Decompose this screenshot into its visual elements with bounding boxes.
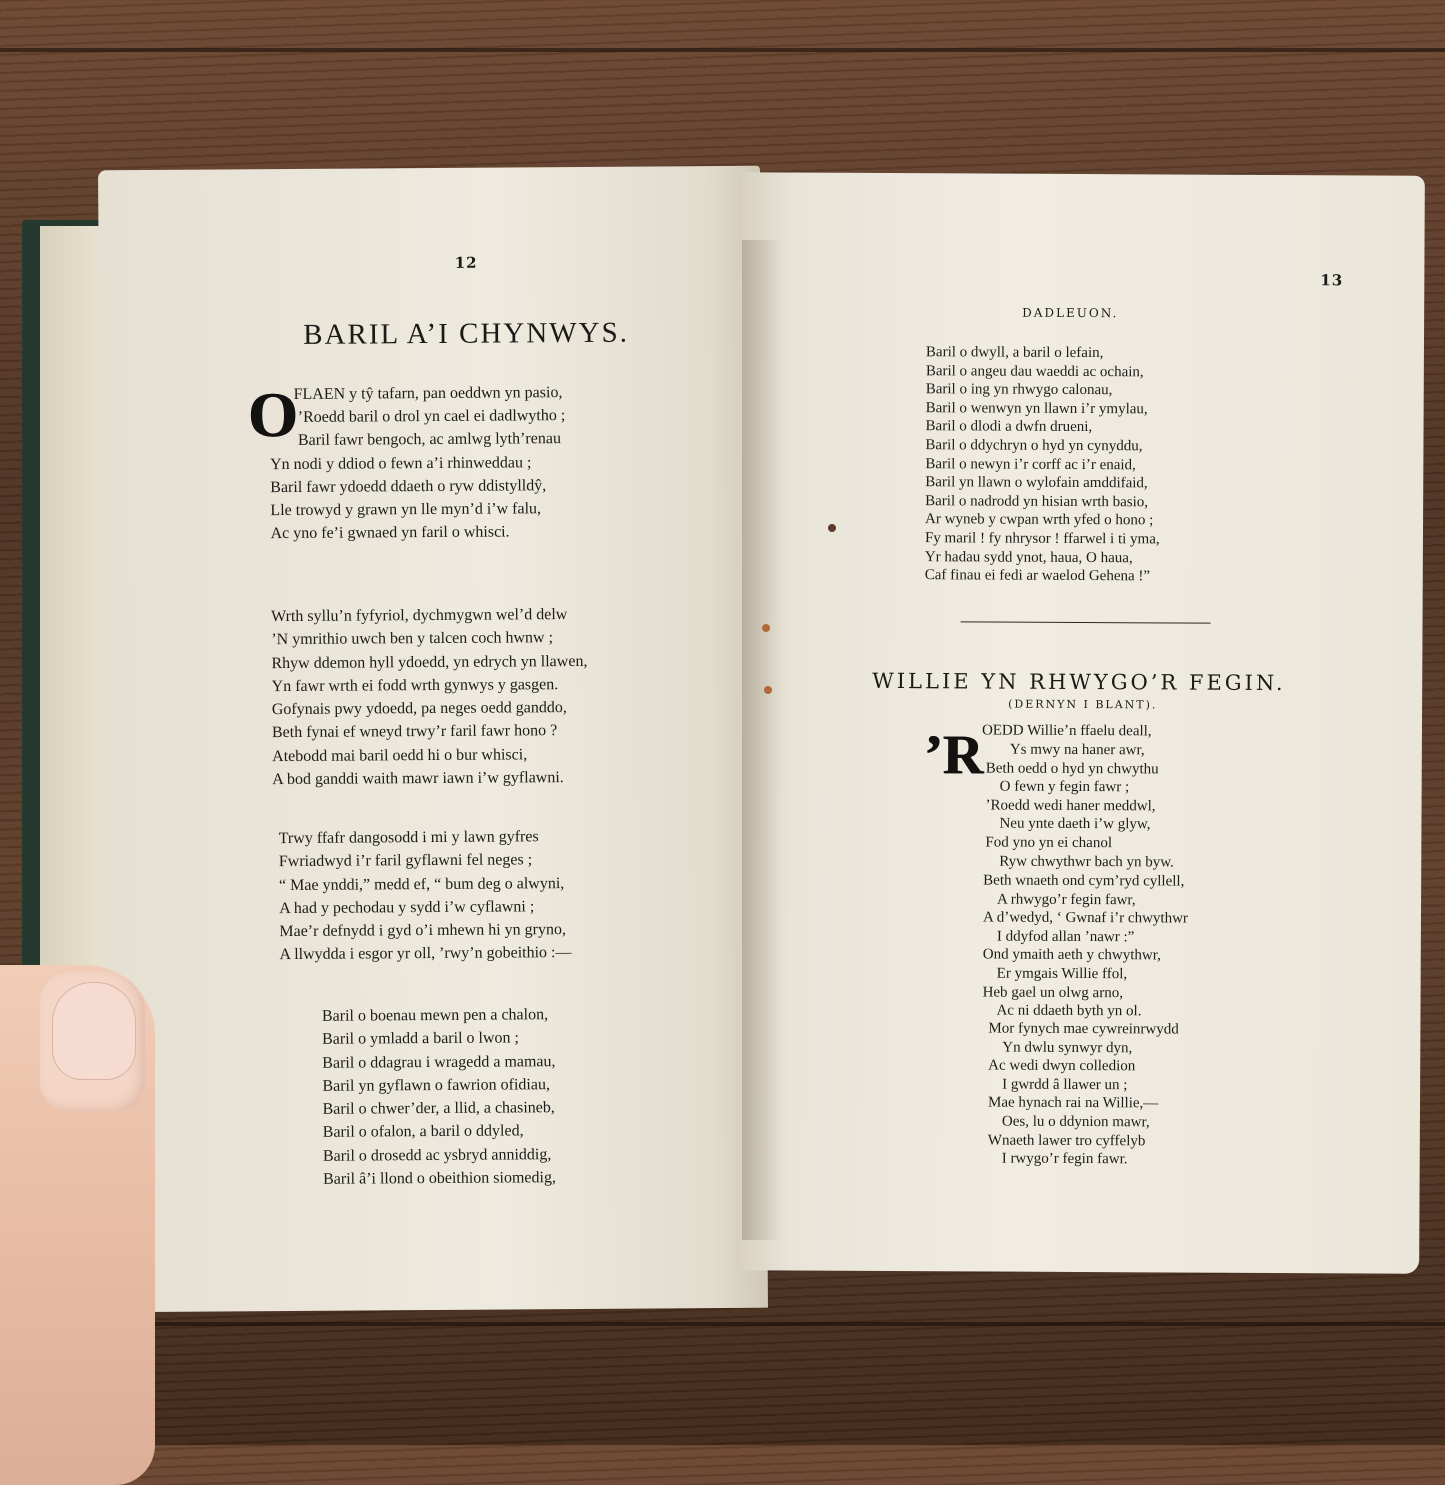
verse-line: Fod yno yn ei chanol xyxy=(985,834,1113,852)
stanza-willie-1 xyxy=(985,741,1174,872)
verse-line: Baril o wenwyn yn llawn i’r ymylau, xyxy=(925,399,1148,418)
poem-title-willie: WILLIE YN RHWYGO’R FEGIN. xyxy=(872,668,1286,696)
verse-line: ’Roedd wedi haner meddwl, xyxy=(985,797,1156,815)
verse-line: Baril yn gyflawn o fawrion ofidiau, xyxy=(322,1076,550,1095)
verse-line: Baril yn llawn o wylofain amddifaid, xyxy=(925,474,1148,492)
verse-line: I gwrdd â llawer un ; xyxy=(1002,1076,1128,1094)
verse-line: Heb gael un olwg arno, xyxy=(982,984,1124,1001)
book-gutter-shadow xyxy=(742,240,782,1240)
stanza-4 xyxy=(322,1003,557,1191)
verse-line: Ar wyneb y cwpan wrth yfed o hono ; xyxy=(925,511,1154,529)
verse-line: ’Roedd baril o drol yn cael ei dadlwytho ; xyxy=(297,407,566,426)
binding-hole xyxy=(764,686,772,694)
verse-line: ’N ymrithio uwch ben y talcen coch hwnw ; xyxy=(271,629,554,649)
verse-line: Neu ynte daeth i’w glyw, xyxy=(999,815,1151,833)
verse-line: Baril o chwer’der, a llid, a chasineb, xyxy=(322,1099,555,1118)
verse-line: Er ymgais Willie ffol, xyxy=(996,965,1128,983)
verse-line: A rhwygo’r fegin fawr, xyxy=(997,891,1136,908)
poem-title-baril: BARIL A’I CHYNWYS. xyxy=(303,316,630,351)
binding-hole xyxy=(828,524,836,532)
verse-line: A llwydda i esgor yr oll, ’rwy’n gobeithio :— xyxy=(279,944,572,964)
wood-plank-seam xyxy=(0,48,1445,52)
verse-line: Atebodd mai baril oedd hi o bur whisci, xyxy=(272,746,528,765)
stanza-willie-3 xyxy=(988,1020,1179,1170)
verse-line: Baril fawr bengoch, ac amlwg lyth’renau xyxy=(297,430,561,450)
poem-subtitle: (DERNYN I BLANT). xyxy=(1008,697,1158,712)
verse-line: Baril o drosedd ac ysbryd anniddig, xyxy=(322,1145,552,1165)
verse-line: Ys mwy na haner awr, xyxy=(1009,741,1145,759)
verse-line: Beth oedd o hyd yn chwythu xyxy=(985,760,1159,778)
stanza-continued xyxy=(925,343,1161,586)
verse-line: Baril o boenau mewn pen a chalon, xyxy=(321,1006,549,1025)
verse-line: Wnaeth lawer tro cyffelyb xyxy=(987,1132,1146,1149)
drop-cap-r: ’R xyxy=(923,724,984,787)
verse-line: Beth fynai ef wneyd trwy’r faril fawr hono ? xyxy=(271,722,558,742)
verse-line: Ac yno fe’i gwnaed yn faril o whisci. xyxy=(270,523,510,543)
verse-line: Baril o nadrodd yn hisian wrth basio, xyxy=(925,492,1149,511)
verse-line: Ond ymaith aeth y chwythwr, xyxy=(982,946,1161,964)
running-head: DADLEUON. xyxy=(1022,305,1119,321)
verse-line: Caf finau ei fedi ar waelod Gehena !” xyxy=(924,567,1151,585)
verse-line: Mae’r defnydd i gyd o’i mhewn hi yn gryno, xyxy=(279,921,567,941)
verse-line: Yn dwlu synwyr dyn, xyxy=(1002,1039,1133,1056)
verse-line: Fwriadwyd i’r faril gyflawni fel neges ; xyxy=(278,851,533,871)
verse-line: Baril o dlodi a dwfn drueni, xyxy=(925,418,1093,436)
verse-line: Baril o ymladd a baril o lwon ; xyxy=(322,1029,520,1049)
binding-hole xyxy=(762,624,770,632)
stanza-3 xyxy=(279,825,572,967)
verse-line: Gofynais pwy ydoedd, pa neges oedd ganddo, xyxy=(271,699,567,719)
verse-line: Trwy ffafr dangosodd i mi y lawn gyfres xyxy=(278,828,539,848)
verse-line: Mor fynych mae cywreinrwydd xyxy=(988,1020,1179,1038)
verse-line: FLAEN y tŷ tafarn, pan oeddwn yn pasio, xyxy=(293,384,563,403)
verse-line: I ddyfod allan ’nawr :” xyxy=(996,928,1135,946)
verse-line: Baril o angeu dau waeddi ac ochain, xyxy=(925,362,1144,380)
verse-line: Baril o ing yn rhwygo calonau, xyxy=(925,381,1113,399)
section-divider xyxy=(961,621,1211,623)
verse-line: Ac ni ddaeth byth yn ol. xyxy=(996,1002,1142,1020)
verse-line: Baril o newyn i’r corff ac i’r enaid, xyxy=(925,455,1136,473)
verse-line: I rwygo’r fegin fawr. xyxy=(1001,1150,1128,1168)
verse-line: Baril fawr ydoedd ddaeth o ryw ddistylldŷ, xyxy=(270,477,547,497)
verse-line: Yn fawr wrth ei fodd wrth gynwys y gasgen. xyxy=(271,676,559,696)
verse-line: OEDD Willie’n ffaelu deall, xyxy=(981,722,1152,740)
verse-line: Baril â’i llond o obeithion siomedig, xyxy=(323,1169,556,1188)
verse-line: A had y pechodau y sydd i’w cyflawni ; xyxy=(279,898,535,917)
thumbnail-nail xyxy=(52,982,136,1080)
page-number-left: 12 xyxy=(454,253,478,272)
page-number-right: 13 xyxy=(1320,271,1344,290)
verse-line: Rhyw ddemon hyll ydoedd, yn edrych yn llawen, xyxy=(271,652,588,672)
stanza-2 xyxy=(271,603,588,792)
verse-line: Lle trowyd y grawn yn lle myn’d i’w falu, xyxy=(270,500,542,520)
verse-line: Baril o dwyll, a baril o lefain, xyxy=(925,344,1104,362)
verse-line: Yn nodi y ddiod o fewn a’i rhinweddau ; xyxy=(270,453,532,473)
wood-plank-seam xyxy=(0,1322,1445,1326)
verse-line: Wrth syllu’n fyfyriol, dychmygwn wel’d delw xyxy=(271,606,568,626)
stanza-willie-2 xyxy=(982,871,1188,1021)
verse-line: A d’wedyd, ‘ Gwnaf i’r chwythwr xyxy=(982,909,1188,927)
right-page xyxy=(735,172,1425,1274)
stanza-willie-first-line xyxy=(982,721,1152,740)
stanza-1-first-line xyxy=(294,381,563,406)
stanza-1 xyxy=(270,404,566,546)
verse-line: Baril o ofalon, a baril o ddyled, xyxy=(322,1122,524,1142)
verse-line: Yr hadau sydd ynot, haua, O haua, xyxy=(924,548,1133,566)
verse-line: Oes, lu o ddynion mawr, xyxy=(1001,1113,1150,1131)
left-page xyxy=(98,166,768,1313)
verse-line: Fy maril ! fy nhrysor ! ffarwel i ti yma, xyxy=(924,530,1160,548)
verse-line: A bod ganddi waith mawr iawn i’w gyflawni. xyxy=(272,769,564,789)
verse-line: Ac wedi dwyn colledion xyxy=(988,1057,1136,1075)
verse-line: O fewn y fegin fawr ; xyxy=(999,778,1130,796)
verse-line: Baril o ddagrau i wragedd a mamau, xyxy=(322,1052,556,1072)
drop-cap-o: O xyxy=(247,378,298,451)
verse-line: Beth wnaeth ond cym’ryd cyllell, xyxy=(983,872,1185,890)
verse-line: Ryw chwythwr bach yn byw. xyxy=(999,853,1174,871)
verse-line: Mae hynach rai na Willie,— xyxy=(987,1094,1159,1112)
verse-line: Baril o ddychryn o hyd yn cynyddu, xyxy=(925,437,1143,455)
verse-line: “ Mae ynddi,” medd ef, “ bum deg o alwyni, xyxy=(278,874,565,894)
